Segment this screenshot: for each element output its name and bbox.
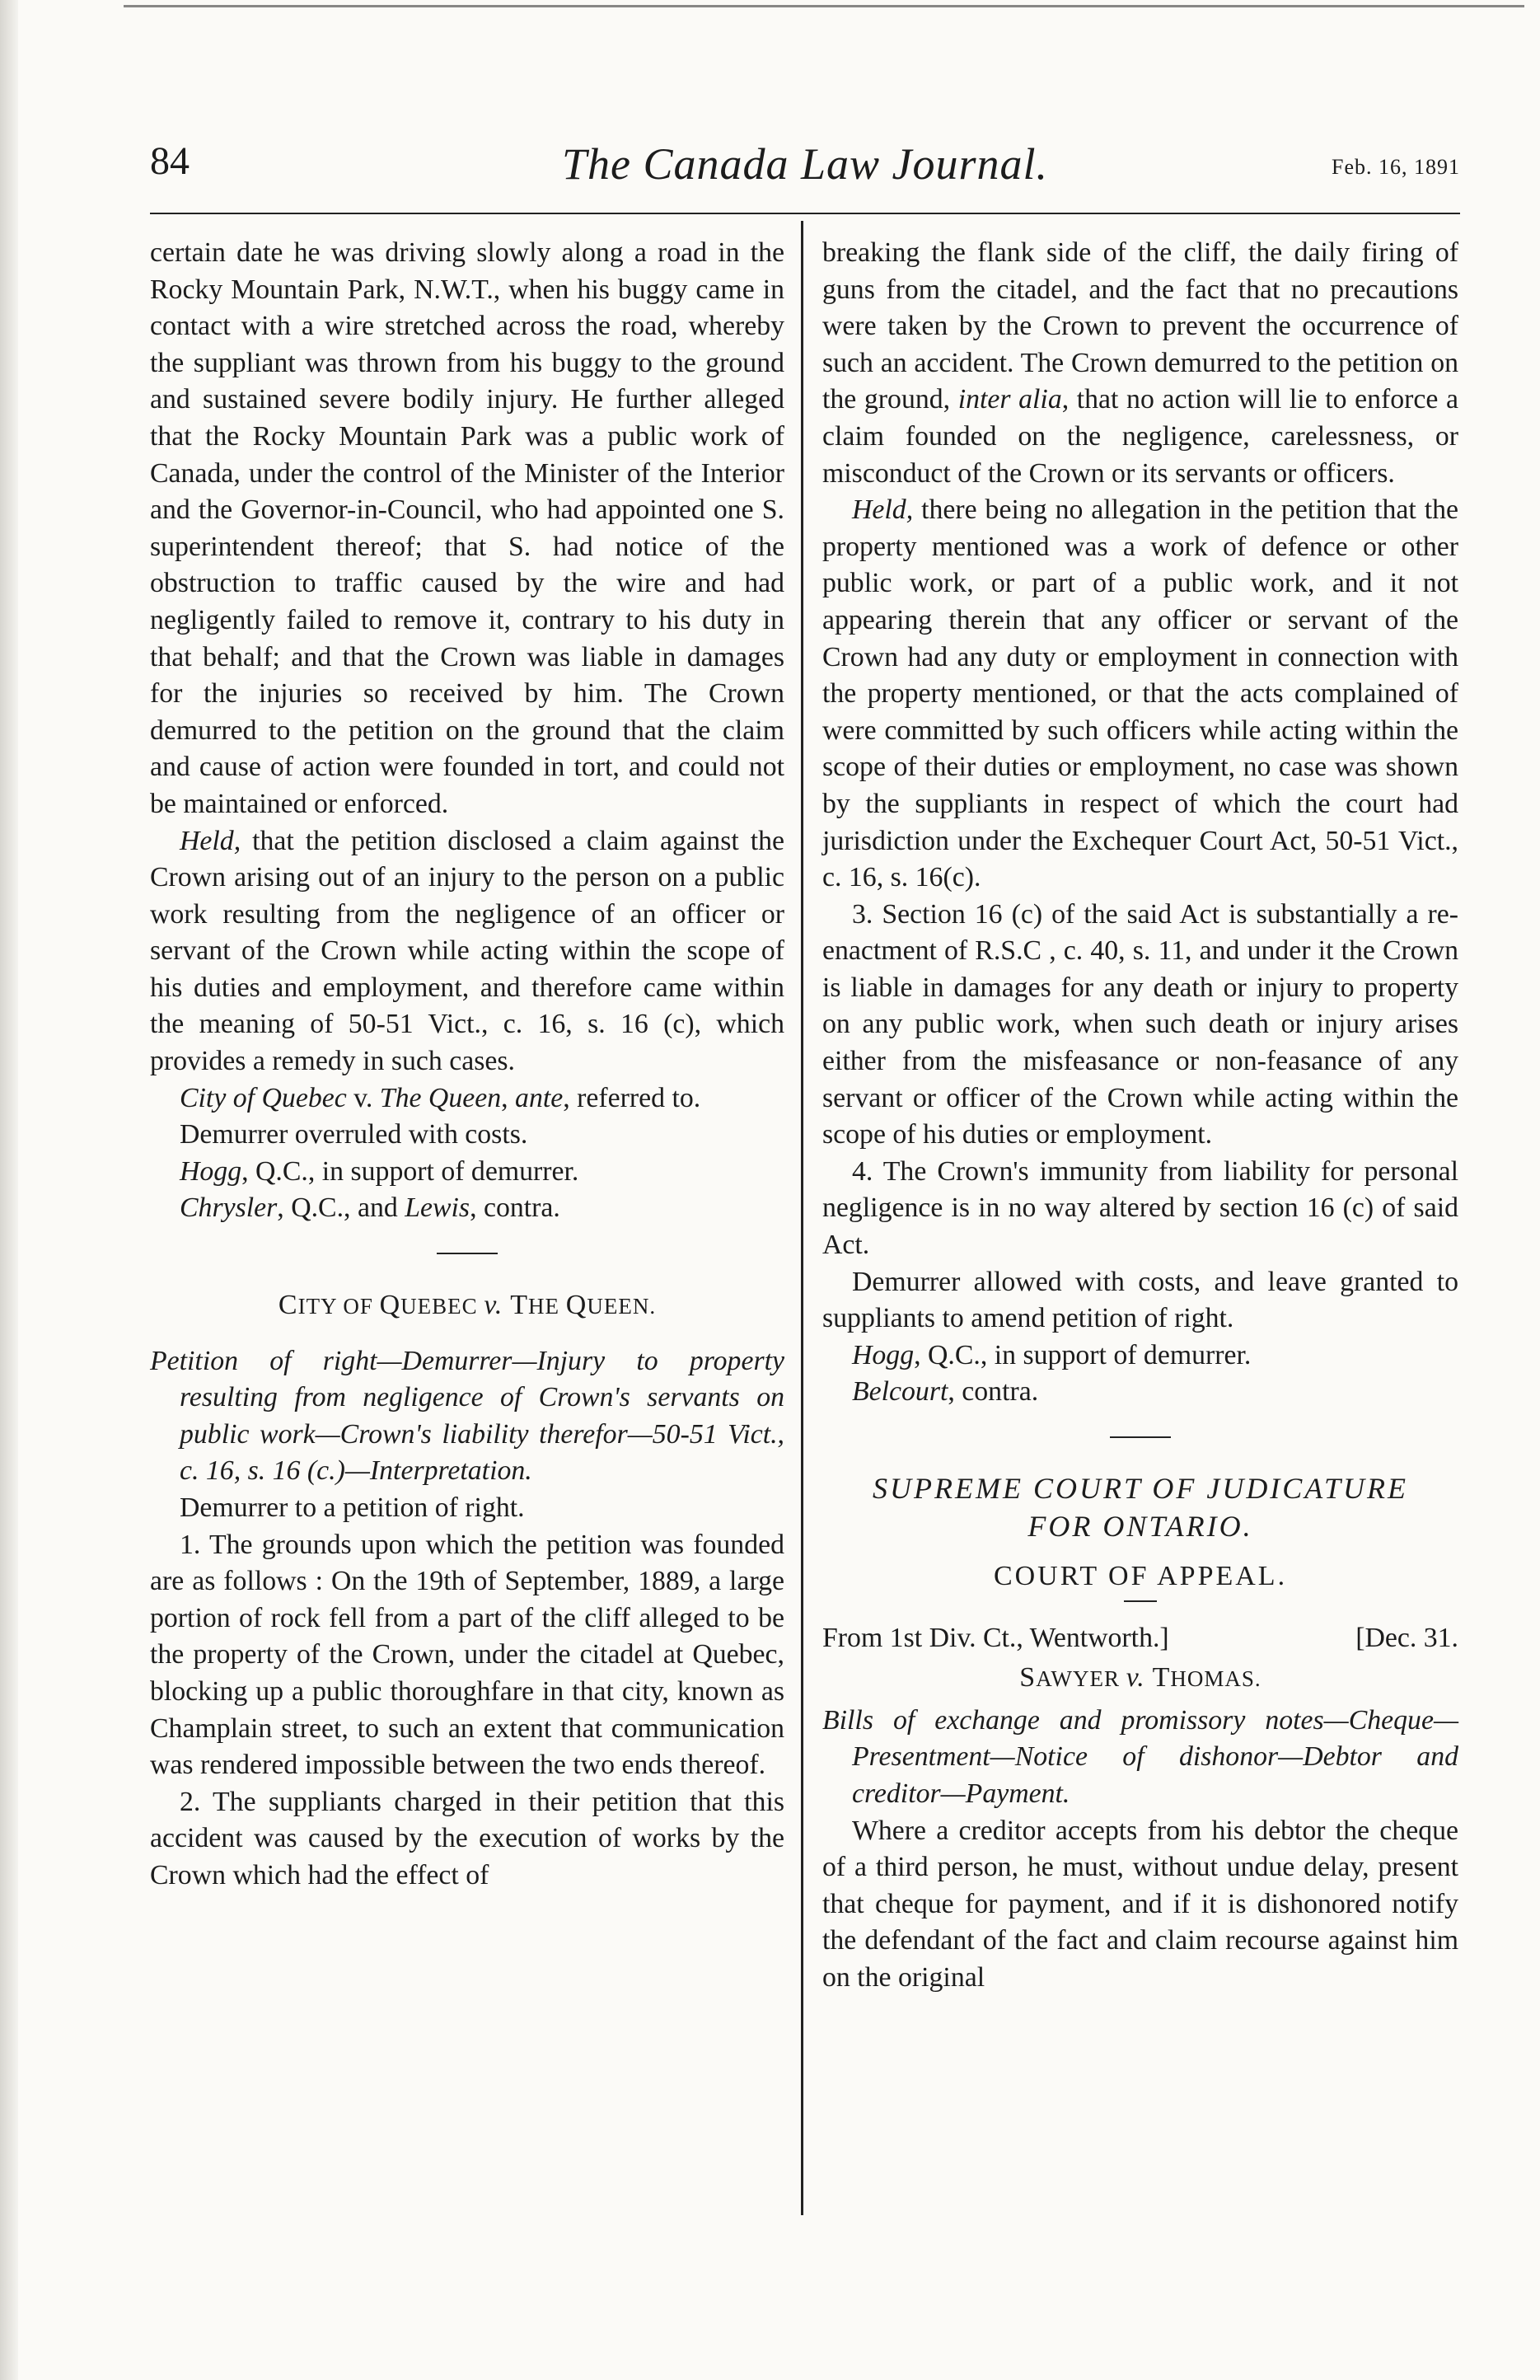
continued-paragraph: breaking the flank side of the cliff, the daily firing of guns from the citadel, and the fact that no precautions were taken by the Crown to prevent the occurrence of such an accident. The Crown demurred to the petition on the ground, inter alia, that no action will lie to enforce a claim founded on the negligence, carelessness, or misconduct of the Crown or its servants or officers. bbox=[822, 237, 1458, 489]
left-column bbox=[150, 235, 784, 1895]
result-line: Demurrer overruled with costs. bbox=[180, 1119, 528, 1150]
numbered-paragraph: 3. Section 16 (c) of the said Act is substantially a re-enactment of R.S.C , c. 40, s. 11, and under it the Crown is liable in damages for any death or injury to property on any public work, when such death or injury arises either from the misfeasance or non-feasance of any servant or officer of the Crown while acting within the scope of his duties or employment. bbox=[822, 898, 1458, 1150]
section-rule bbox=[437, 1253, 498, 1254]
scan-edge bbox=[0, 0, 18, 2380]
counsel-role: , Q.C., in support of demurrer. bbox=[914, 1339, 1252, 1370]
appeal-source-line bbox=[822, 1620, 1458, 1657]
decision-date: [Dec. 31. bbox=[1355, 1622, 1458, 1653]
held-label: Held, bbox=[180, 825, 241, 856]
issue-date: Feb. 16, 1891 bbox=[1332, 155, 1460, 179]
held-label: Held, bbox=[852, 494, 914, 526]
counsel-line bbox=[822, 1374, 1458, 1411]
counsel-role: , contra. bbox=[470, 1192, 560, 1224]
case-headnote: Petition of right—Demurrer—Injury to property resulting from negligence of Crown's servants on public work—Crown's liability therefor—50-51 Vict., c. 16, s. 16 (c.)—Interpretation. bbox=[150, 1345, 784, 1487]
counsel-name: Chrysler bbox=[180, 1192, 278, 1224]
column-divider bbox=[801, 221, 803, 2215]
counsel-line bbox=[150, 1190, 784, 1227]
ref-versus: v. bbox=[346, 1082, 380, 1113]
case-title: SAWYER v. THOMAS. bbox=[1019, 1662, 1261, 1694]
running-head bbox=[150, 138, 1460, 204]
counsel-name: Lewis bbox=[405, 1192, 470, 1224]
opinion-paragraph: Where a creditor accepts from his debtor the cheque of a third person, he must, without undue delay, present that cheque for payment, and if it is dishonored notify the defendant of the fact and claim recourse against him on the original bbox=[822, 1815, 1458, 1993]
numbered-paragraph: 1. The grounds upon which the petition was founded are as follows : On the 19th of September, 1889, a large portion of rock fell from a part of the cliff alleged to be the property of the Crown, under the citadel at Quebec, blocking up a public thoroughfare in that city, known as Champlain street, to such an extent that communication was rendered impossible between the two ends thereof. bbox=[150, 1529, 784, 1781]
counsel-name: Hogg bbox=[180, 1155, 242, 1187]
counsel-name: Belcourt bbox=[852, 1376, 948, 1408]
court-heading: SUPREME COURT OF JUDICATURE FOR ONTARIO. bbox=[873, 1472, 1408, 1543]
counsel-role: , Q.C., in support of demurrer. bbox=[241, 1155, 579, 1187]
case-headnote: Bills of exchange and promissory notes—Cheque—Presentment—Notice of dishonor—Debtor and creditor—Payment. bbox=[822, 1704, 1458, 1809]
numbered-paragraph: 2. The suppliants charged in their petition that this accident was caused by the execution of works by the Crown which had the effect of bbox=[150, 1786, 784, 1890]
header-rule bbox=[150, 213, 1460, 214]
result-line: Demurrer allowed with costs, and leave granted to suppliants to amend petition of right. bbox=[822, 1266, 1458, 1334]
counsel-role: , contra. bbox=[948, 1376, 1039, 1408]
case-facts-paragraph: certain date he was driving slowly along a road in the Rocky Mountain Park, N.W.T., when his buggy came in contact with a wire stretched across the road, whereby the suppliant was thrown from his buggy to the ground and sustained severe bodily injury. He further alleged that the Rocky Mountain Park was a public work of Canada, under the control of the Minister of the Interior and the Governor-in-Council, who had appointed one S. superintendent thereof; that S. had notice of the obstruction to traffic caused by the wire and had negligently failed to remove it, contrary to his duty in that behalf; and that the Crown was liable in damages for the injuries so received by him. The Crown demurred to the petition on the ground that the claim and cause of action were founded in tort, and could not be maintained or enforced. bbox=[150, 237, 784, 819]
appeal-source: From 1st Div. Ct., Wentworth.] bbox=[822, 1622, 1169, 1653]
ref-sep: , bbox=[501, 1082, 516, 1113]
section-rule bbox=[1110, 1436, 1171, 1438]
reference-line bbox=[150, 1080, 784, 1117]
counsel-name: Hogg bbox=[852, 1339, 915, 1370]
ref-case-party1: City of Quebec bbox=[180, 1082, 347, 1113]
right-column bbox=[822, 235, 1458, 1997]
ref-case-party2: The Queen bbox=[379, 1082, 502, 1113]
section-rule bbox=[1124, 1600, 1157, 1602]
numbered-paragraph: 4. The Crown's immunity from liability for personal negligence is in no way altered by section 16 (c) of said Act. bbox=[822, 1155, 1458, 1261]
ref-ante: ante bbox=[515, 1082, 564, 1113]
held-paragraph bbox=[150, 823, 784, 1080]
counsel-line bbox=[150, 1154, 784, 1191]
court-subheading: COURT OF APPEAL. bbox=[993, 1561, 1288, 1591]
scan-top-rule bbox=[124, 5, 1524, 7]
page-number: 84 bbox=[150, 139, 190, 183]
held-text: that the petition disclosed a claim against the Crown arising out of an injury to the person on a public work resulting from the negligence of an officer or servant of the Crown while acting within the scope of his duties and employment, and therefore came within the meaning of 50-51 Vict., c. 16, s. 16 (c), which provides a remedy in such cases. bbox=[150, 825, 784, 1077]
held-text: there being no allegation in the petition that the property mentioned was a work of defence or other public work, or part of a public work, and it not appearing therein that any officer or servant of the Crown had any duty or employment in connection with the property mentioned, or that the acts complained of were committed by such officers while acting within the scope of their duties or employment, no case was shown by the suppliants in respect of which the court had jurisdiction under the Exchequer Court Act, 50-51 Vict., c. 16, s. 16(c). bbox=[822, 494, 1458, 893]
latin-phrase: inter alia bbox=[957, 384, 1062, 415]
counsel-joiner: , Q.C., and bbox=[277, 1192, 405, 1224]
journal-title: The Canada Law Journal. bbox=[561, 139, 1049, 189]
case-title: CITY OF QUEBEC v. THE QUEEN. bbox=[278, 1290, 657, 1321]
counsel-line bbox=[822, 1338, 1458, 1375]
demurrer-line: Demurrer to a petition of right. bbox=[180, 1492, 525, 1523]
ref-tail: , referred to. bbox=[563, 1082, 701, 1113]
held-paragraph bbox=[822, 492, 1458, 897]
